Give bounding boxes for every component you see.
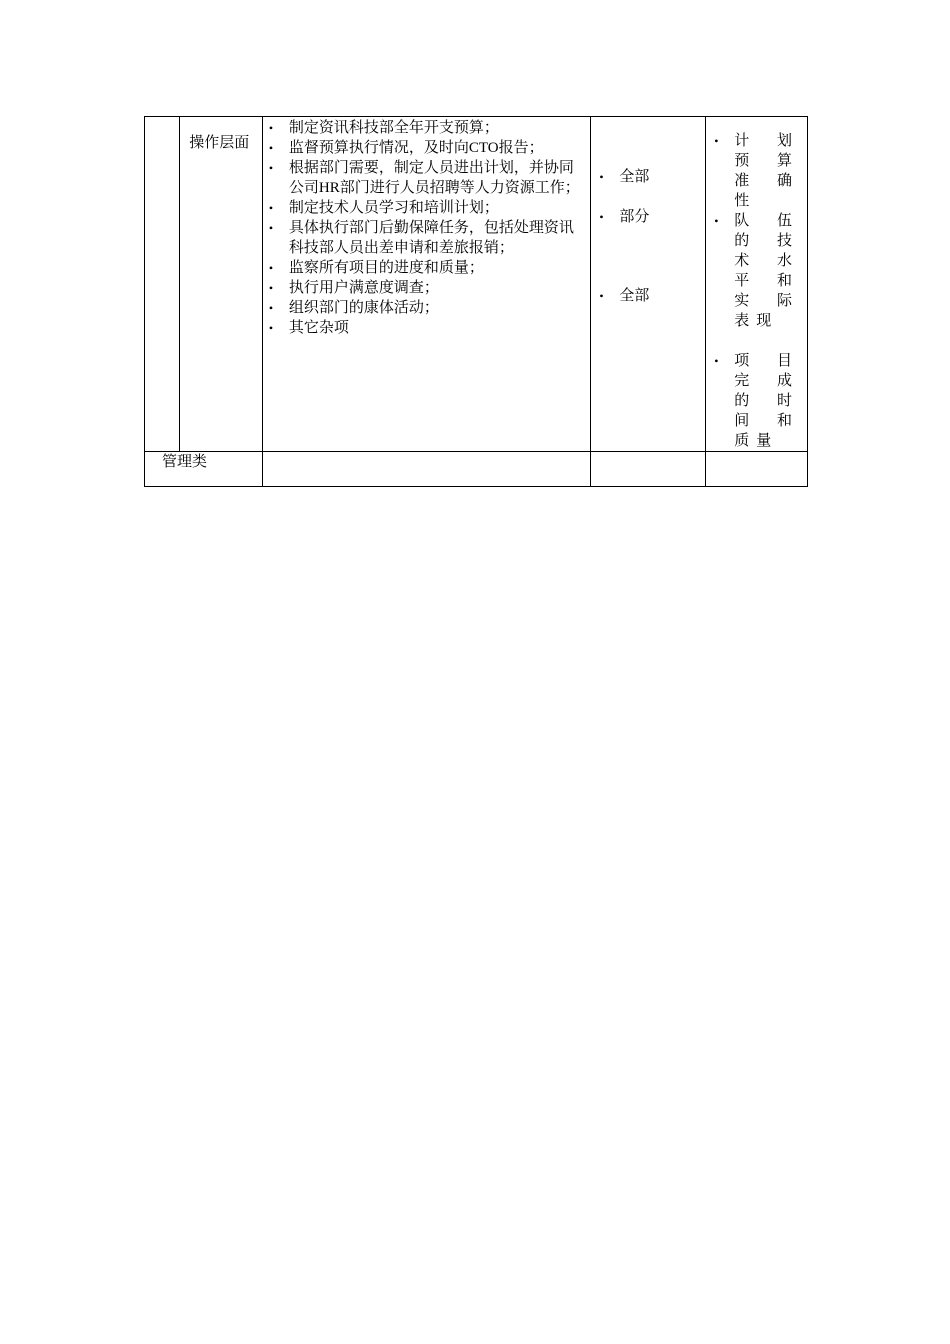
scope-cell <box>591 117 706 452</box>
level-cell <box>180 117 263 452</box>
list-item: • 制定技术人员学习和培训计划； <box>289 198 580 218</box>
kpi-cell <box>706 117 808 452</box>
list-item: • 制定资讯科技部全年开支预算； <box>289 118 580 138</box>
duties-cell <box>262 117 590 452</box>
list-item: • 监督预算执行情况，及时向CTO报告； <box>289 138 580 158</box>
table-row <box>145 452 808 487</box>
category-cell <box>145 452 263 487</box>
list-item: • 项目完成的时间和质量 <box>734 351 799 451</box>
list-item: • 队伍的技术水平和实际表现 <box>734 211 799 331</box>
category-label: 管理类 <box>162 454 208 470</box>
list-item: • 全部 <box>619 167 705 187</box>
list-item: • 组织部门的康体活动； <box>289 298 580 318</box>
list-item: • 部分 <box>619 207 705 227</box>
responsibility-table <box>144 116 808 487</box>
list-item: • 计划预算准确性 <box>734 131 799 211</box>
list-item: • 根据部门需要，制定人员进出计划，并协同公司HR部门进行人员招聘等人力资源工作； <box>289 158 580 198</box>
blank-cell <box>145 117 180 452</box>
list-item: • 监察所有项目的进度和质量； <box>289 258 580 278</box>
empty-cell <box>706 452 808 487</box>
level-label: 操作层面 <box>189 135 250 151</box>
table-row <box>145 117 808 452</box>
scope-list <box>591 117 705 306</box>
list-item: • 其它杂项 <box>289 318 580 338</box>
empty-cell <box>262 452 590 487</box>
list-item: • 执行用户满意度调查； <box>289 278 580 298</box>
kpi-list <box>706 117 807 451</box>
duties-list <box>263 117 590 338</box>
empty-cell <box>591 452 706 487</box>
list-item: • 全部 <box>619 286 705 306</box>
list-item: • 具体执行部门后勤保障任务，包括处理资讯科技部人员出差申请和差旅报销； <box>289 218 580 258</box>
